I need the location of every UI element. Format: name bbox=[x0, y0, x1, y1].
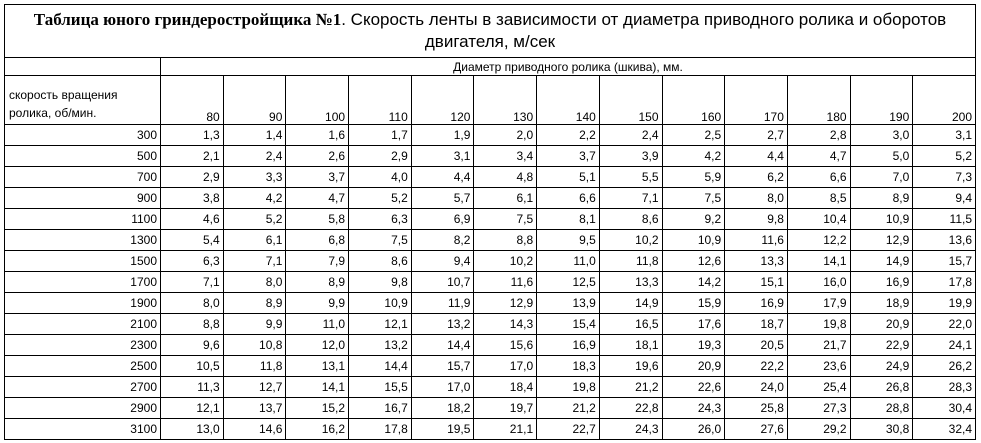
speed-cell: 5,7 bbox=[411, 188, 474, 209]
speed-cell: 5,2 bbox=[913, 146, 976, 167]
speed-cell: 14,4 bbox=[411, 335, 474, 356]
speed-cell: 17,6 bbox=[662, 314, 725, 335]
speed-cell: 2,6 bbox=[286, 146, 349, 167]
diameter-column-header: 180 bbox=[787, 76, 850, 125]
table-row bbox=[5, 230, 976, 251]
speed-cell: 13,0 bbox=[161, 419, 224, 440]
speed-cell: 22,2 bbox=[725, 356, 788, 377]
speed-cell: 4,4 bbox=[411, 167, 474, 188]
speed-cell: 20,9 bbox=[662, 356, 725, 377]
speed-cell: 17,8 bbox=[913, 272, 976, 293]
speed-cell: 19,9 bbox=[913, 293, 976, 314]
speed-cell: 5,2 bbox=[223, 209, 286, 230]
speed-cell: 15,4 bbox=[537, 314, 600, 335]
speed-table bbox=[4, 4, 976, 440]
speed-cell: 12,2 bbox=[787, 230, 850, 251]
speed-cell: 19,6 bbox=[599, 356, 662, 377]
speed-cell: 8,9 bbox=[850, 188, 913, 209]
speed-cell: 6,9 bbox=[411, 209, 474, 230]
table-row bbox=[5, 419, 976, 440]
diameter-column-header: 90 bbox=[223, 76, 286, 125]
speed-cell: 32,4 bbox=[913, 419, 976, 440]
speed-cell: 2,5 bbox=[662, 125, 725, 146]
speed-cell: 8,8 bbox=[161, 314, 224, 335]
speed-cell: 10,2 bbox=[474, 251, 537, 272]
speed-cell: 7,0 bbox=[850, 167, 913, 188]
speed-cell: 5,0 bbox=[850, 146, 913, 167]
speed-cell: 13,1 bbox=[286, 356, 349, 377]
speed-cell: 5,2 bbox=[349, 188, 412, 209]
speed-cell: 24,3 bbox=[599, 419, 662, 440]
speed-cell: 14,6 bbox=[223, 419, 286, 440]
speed-cell: 11,5 bbox=[913, 209, 976, 230]
table-row bbox=[5, 377, 976, 398]
speed-cell: 25,8 bbox=[725, 398, 788, 419]
diameter-column-header: 190 bbox=[850, 76, 913, 125]
speed-cell: 8,2 bbox=[411, 230, 474, 251]
table-row bbox=[5, 335, 976, 356]
table-row bbox=[5, 188, 976, 209]
speed-cell: 2,4 bbox=[599, 125, 662, 146]
speed-cell: 12,7 bbox=[223, 377, 286, 398]
speed-cell: 17,0 bbox=[411, 377, 474, 398]
speed-cell: 3,8 bbox=[161, 188, 224, 209]
speed-cell: 22,0 bbox=[913, 314, 976, 335]
speed-cell: 13,9 bbox=[537, 293, 600, 314]
speed-cell: 6,6 bbox=[537, 188, 600, 209]
speed-cell: 16,9 bbox=[537, 335, 600, 356]
diameter-column-header: 120 bbox=[411, 76, 474, 125]
speed-cell: 24,0 bbox=[725, 377, 788, 398]
speed-cell: 13,6 bbox=[913, 230, 976, 251]
diameter-column-header: 140 bbox=[537, 76, 600, 125]
speed-cell: 24,1 bbox=[913, 335, 976, 356]
diameter-column-header: 100 bbox=[286, 76, 349, 125]
speed-cell: 8,8 bbox=[474, 230, 537, 251]
diameter-column-header: 160 bbox=[662, 76, 725, 125]
speed-cell: 2,8 bbox=[787, 125, 850, 146]
speed-cell: 30,8 bbox=[850, 419, 913, 440]
column-header-row bbox=[5, 76, 976, 125]
speed-cell: 18,1 bbox=[599, 335, 662, 356]
speed-cell: 19,7 bbox=[474, 398, 537, 419]
speed-cell: 18,7 bbox=[725, 314, 788, 335]
speed-cell: 14,3 bbox=[474, 314, 537, 335]
speed-cell: 10,2 bbox=[599, 230, 662, 251]
diameter-column-header: 200 bbox=[913, 76, 976, 125]
speed-cell: 4,7 bbox=[286, 188, 349, 209]
diameter-column-header: 130 bbox=[474, 76, 537, 125]
speed-cell: 27,3 bbox=[787, 398, 850, 419]
speed-cell: 21,2 bbox=[599, 377, 662, 398]
speed-cell: 19,5 bbox=[411, 419, 474, 440]
speed-cell: 6,3 bbox=[349, 209, 412, 230]
speed-cell: 18,9 bbox=[850, 293, 913, 314]
speed-cell: 5,4 bbox=[161, 230, 224, 251]
speed-cell: 2,2 bbox=[537, 125, 600, 146]
speed-cell: 3,9 bbox=[599, 146, 662, 167]
speed-cell: 10,9 bbox=[349, 293, 412, 314]
speed-cell: 13,2 bbox=[349, 335, 412, 356]
speed-cell: 7,3 bbox=[913, 167, 976, 188]
speed-cell: 7,1 bbox=[599, 188, 662, 209]
speed-cell: 3,7 bbox=[286, 167, 349, 188]
speed-cell: 22,6 bbox=[662, 377, 725, 398]
rpm-cell: 1300 bbox=[5, 230, 161, 251]
speed-cell: 2,7 bbox=[725, 125, 788, 146]
speed-cell: 17,0 bbox=[474, 356, 537, 377]
speed-cell: 3,1 bbox=[411, 146, 474, 167]
speed-cell: 4,4 bbox=[725, 146, 788, 167]
speed-cell: 1,9 bbox=[411, 125, 474, 146]
speed-cell: 10,8 bbox=[223, 335, 286, 356]
speed-cell: 17,8 bbox=[349, 419, 412, 440]
speed-cell: 28,3 bbox=[913, 377, 976, 398]
rpm-cell: 300 bbox=[5, 125, 161, 146]
speed-cell: 15,9 bbox=[662, 293, 725, 314]
speed-cell: 21,2 bbox=[537, 398, 600, 419]
table-row bbox=[5, 167, 976, 188]
speed-cell: 20,9 bbox=[850, 314, 913, 335]
speed-cell: 4,2 bbox=[662, 146, 725, 167]
rpm-cell: 2100 bbox=[5, 314, 161, 335]
speed-cell: 13,3 bbox=[599, 272, 662, 293]
speed-cell: 27,6 bbox=[725, 419, 788, 440]
speed-cell: 14,1 bbox=[286, 377, 349, 398]
speed-cell: 25,4 bbox=[787, 377, 850, 398]
table-row bbox=[5, 293, 976, 314]
speed-cell: 13,7 bbox=[223, 398, 286, 419]
diameter-header: Диаметр приводного ролика (шкива), мм. bbox=[161, 58, 976, 76]
diameter-column-header: 150 bbox=[599, 76, 662, 125]
speed-cell: 12,0 bbox=[286, 335, 349, 356]
speed-cell: 12,9 bbox=[850, 230, 913, 251]
diameter-column-header: 110 bbox=[349, 76, 412, 125]
speed-cell: 19,3 bbox=[662, 335, 725, 356]
speed-cell: 12,5 bbox=[537, 272, 600, 293]
table-row bbox=[5, 146, 976, 167]
speed-cell: 2,9 bbox=[161, 167, 224, 188]
speed-cell: 7,5 bbox=[662, 188, 725, 209]
speed-cell: 12,1 bbox=[349, 314, 412, 335]
speed-cell: 10,7 bbox=[411, 272, 474, 293]
speed-cell: 5,9 bbox=[662, 167, 725, 188]
speed-cell: 13,3 bbox=[725, 251, 788, 272]
speed-cell: 9,9 bbox=[286, 293, 349, 314]
speed-cell: 24,3 bbox=[662, 398, 725, 419]
speed-cell: 8,0 bbox=[223, 272, 286, 293]
speed-cell: 5,5 bbox=[599, 167, 662, 188]
speed-cell: 3,7 bbox=[537, 146, 600, 167]
speed-cell: 3,1 bbox=[913, 125, 976, 146]
speed-cell: 26,2 bbox=[913, 356, 976, 377]
rpm-cell: 1700 bbox=[5, 272, 161, 293]
speed-cell: 6,1 bbox=[223, 230, 286, 251]
speed-cell: 11,0 bbox=[537, 251, 600, 272]
speed-cell: 8,9 bbox=[286, 272, 349, 293]
speed-cell: 7,5 bbox=[349, 230, 412, 251]
table-row bbox=[5, 251, 976, 272]
speed-cell: 18,4 bbox=[474, 377, 537, 398]
speed-cell: 8,5 bbox=[787, 188, 850, 209]
speed-cell: 5,8 bbox=[286, 209, 349, 230]
speed-cell: 8,1 bbox=[537, 209, 600, 230]
table-row bbox=[5, 398, 976, 419]
speed-cell: 7,5 bbox=[474, 209, 537, 230]
speed-cell: 15,5 bbox=[349, 377, 412, 398]
speed-cell: 5,1 bbox=[537, 167, 600, 188]
speed-cell: 6,2 bbox=[725, 167, 788, 188]
speed-cell: 16,9 bbox=[850, 272, 913, 293]
speed-cell: 19,8 bbox=[537, 377, 600, 398]
speed-cell: 10,9 bbox=[662, 230, 725, 251]
speed-cell: 15,1 bbox=[725, 272, 788, 293]
speed-cell: 22,9 bbox=[850, 335, 913, 356]
title-row bbox=[5, 5, 976, 58]
speed-cell: 24,9 bbox=[850, 356, 913, 377]
speed-cell: 1,3 bbox=[161, 125, 224, 146]
speed-cell: 26,0 bbox=[662, 419, 725, 440]
speed-cell: 20,5 bbox=[725, 335, 788, 356]
speed-cell: 9,5 bbox=[537, 230, 600, 251]
table-title-bold: Таблица юного гриндеростройщика №1 bbox=[33, 10, 342, 29]
subheader-row bbox=[5, 58, 976, 76]
corner-blank-cell bbox=[5, 58, 161, 76]
speed-cell: 4,7 bbox=[787, 146, 850, 167]
speed-cell: 14,4 bbox=[349, 356, 412, 377]
speed-cell: 2,9 bbox=[349, 146, 412, 167]
speed-cell: 8,0 bbox=[161, 293, 224, 314]
speed-cell: 21,7 bbox=[787, 335, 850, 356]
speed-cell: 29,2 bbox=[787, 419, 850, 440]
speed-cell: 18,2 bbox=[411, 398, 474, 419]
speed-cell: 9,8 bbox=[725, 209, 788, 230]
speed-cell: 14,9 bbox=[850, 251, 913, 272]
speed-cell: 16,7 bbox=[349, 398, 412, 419]
rpm-header: скорость вращения ролика, об/мин. bbox=[5, 76, 161, 125]
speed-cell: 16,2 bbox=[286, 419, 349, 440]
speed-cell: 13,2 bbox=[411, 314, 474, 335]
speed-cell: 22,8 bbox=[599, 398, 662, 419]
speed-cell: 8,6 bbox=[349, 251, 412, 272]
speed-cell: 8,0 bbox=[725, 188, 788, 209]
table-row bbox=[5, 125, 976, 146]
table-row bbox=[5, 209, 976, 230]
speed-cell: 18,3 bbox=[537, 356, 600, 377]
speed-cell: 16,0 bbox=[787, 272, 850, 293]
speed-cell: 7,9 bbox=[286, 251, 349, 272]
rpm-cell: 500 bbox=[5, 146, 161, 167]
rpm-cell: 2300 bbox=[5, 335, 161, 356]
speed-cell: 15,2 bbox=[286, 398, 349, 419]
speed-cell: 2,0 bbox=[474, 125, 537, 146]
speed-cell: 11,3 bbox=[161, 377, 224, 398]
speed-cell: 7,1 bbox=[223, 251, 286, 272]
speed-cell: 12,1 bbox=[161, 398, 224, 419]
table-row bbox=[5, 356, 976, 377]
speed-cell: 9,4 bbox=[913, 188, 976, 209]
speed-cell: 11,8 bbox=[223, 356, 286, 377]
speed-cell: 1,6 bbox=[286, 125, 349, 146]
speed-cell: 7,1 bbox=[161, 272, 224, 293]
speed-cell: 6,3 bbox=[161, 251, 224, 272]
rpm-cell: 3100 bbox=[5, 419, 161, 440]
speed-cell: 9,6 bbox=[161, 335, 224, 356]
speed-cell: 11,6 bbox=[474, 272, 537, 293]
speed-cell: 4,2 bbox=[223, 188, 286, 209]
speed-cell: 3,3 bbox=[223, 167, 286, 188]
speed-cell: 11,6 bbox=[725, 230, 788, 251]
speed-cell: 10,9 bbox=[850, 209, 913, 230]
speed-cell: 21,1 bbox=[474, 419, 537, 440]
speed-cell: 14,9 bbox=[599, 293, 662, 314]
speed-cell: 10,5 bbox=[161, 356, 224, 377]
speed-cell: 4,0 bbox=[349, 167, 412, 188]
speed-cell: 10,4 bbox=[787, 209, 850, 230]
speed-cell: 1,4 bbox=[223, 125, 286, 146]
speed-cell: 23,6 bbox=[787, 356, 850, 377]
speed-cell: 2,1 bbox=[161, 146, 224, 167]
speed-cell: 3,0 bbox=[850, 125, 913, 146]
rpm-cell: 700 bbox=[5, 167, 161, 188]
speed-table-body bbox=[5, 5, 976, 440]
rpm-cell: 900 bbox=[5, 188, 161, 209]
speed-cell: 9,4 bbox=[411, 251, 474, 272]
speed-cell: 9,2 bbox=[662, 209, 725, 230]
table-row bbox=[5, 272, 976, 293]
rpm-cell: 2500 bbox=[5, 356, 161, 377]
speed-cell: 15,7 bbox=[411, 356, 474, 377]
speed-cell: 11,8 bbox=[599, 251, 662, 272]
speed-cell: 11,0 bbox=[286, 314, 349, 335]
diameter-column-header: 170 bbox=[725, 76, 788, 125]
speed-cell: 30,4 bbox=[913, 398, 976, 419]
speed-cell: 11,9 bbox=[411, 293, 474, 314]
speed-cell: 14,2 bbox=[662, 272, 725, 293]
speed-cell: 12,6 bbox=[662, 251, 725, 272]
speed-cell: 9,8 bbox=[349, 272, 412, 293]
speed-cell: 9,9 bbox=[223, 314, 286, 335]
speed-cell: 17,9 bbox=[787, 293, 850, 314]
speed-cell: 14,1 bbox=[787, 251, 850, 272]
speed-cell: 15,7 bbox=[913, 251, 976, 272]
speed-cell: 22,7 bbox=[537, 419, 600, 440]
speed-cell: 4,8 bbox=[474, 167, 537, 188]
diameter-column-header: 80 bbox=[161, 76, 224, 125]
rpm-cell: 2700 bbox=[5, 377, 161, 398]
table-title bbox=[5, 5, 976, 58]
rpm-cell: 1500 bbox=[5, 251, 161, 272]
speed-cell: 2,4 bbox=[223, 146, 286, 167]
rpm-cell: 2900 bbox=[5, 398, 161, 419]
speed-cell: 1,7 bbox=[349, 125, 412, 146]
speed-cell: 8,6 bbox=[599, 209, 662, 230]
speed-cell: 16,5 bbox=[599, 314, 662, 335]
speed-cell: 19,8 bbox=[787, 314, 850, 335]
speed-cell: 15,6 bbox=[474, 335, 537, 356]
speed-cell: 16,9 bbox=[725, 293, 788, 314]
table-row bbox=[5, 314, 976, 335]
speed-cell: 6,6 bbox=[787, 167, 850, 188]
table-title-rest: . Скорость ленты в зависимости от диаметра приводного ролика и оборотов двигателя, м/сек bbox=[341, 10, 947, 51]
speed-cell: 26,8 bbox=[850, 377, 913, 398]
rpm-cell: 1900 bbox=[5, 293, 161, 314]
speed-cell: 28,8 bbox=[850, 398, 913, 419]
speed-cell: 3,4 bbox=[474, 146, 537, 167]
speed-cell: 8,9 bbox=[223, 293, 286, 314]
speed-cell: 6,8 bbox=[286, 230, 349, 251]
speed-cell: 12,9 bbox=[474, 293, 537, 314]
rpm-cell: 1100 bbox=[5, 209, 161, 230]
speed-cell: 4,6 bbox=[161, 209, 224, 230]
speed-cell: 6,1 bbox=[474, 188, 537, 209]
